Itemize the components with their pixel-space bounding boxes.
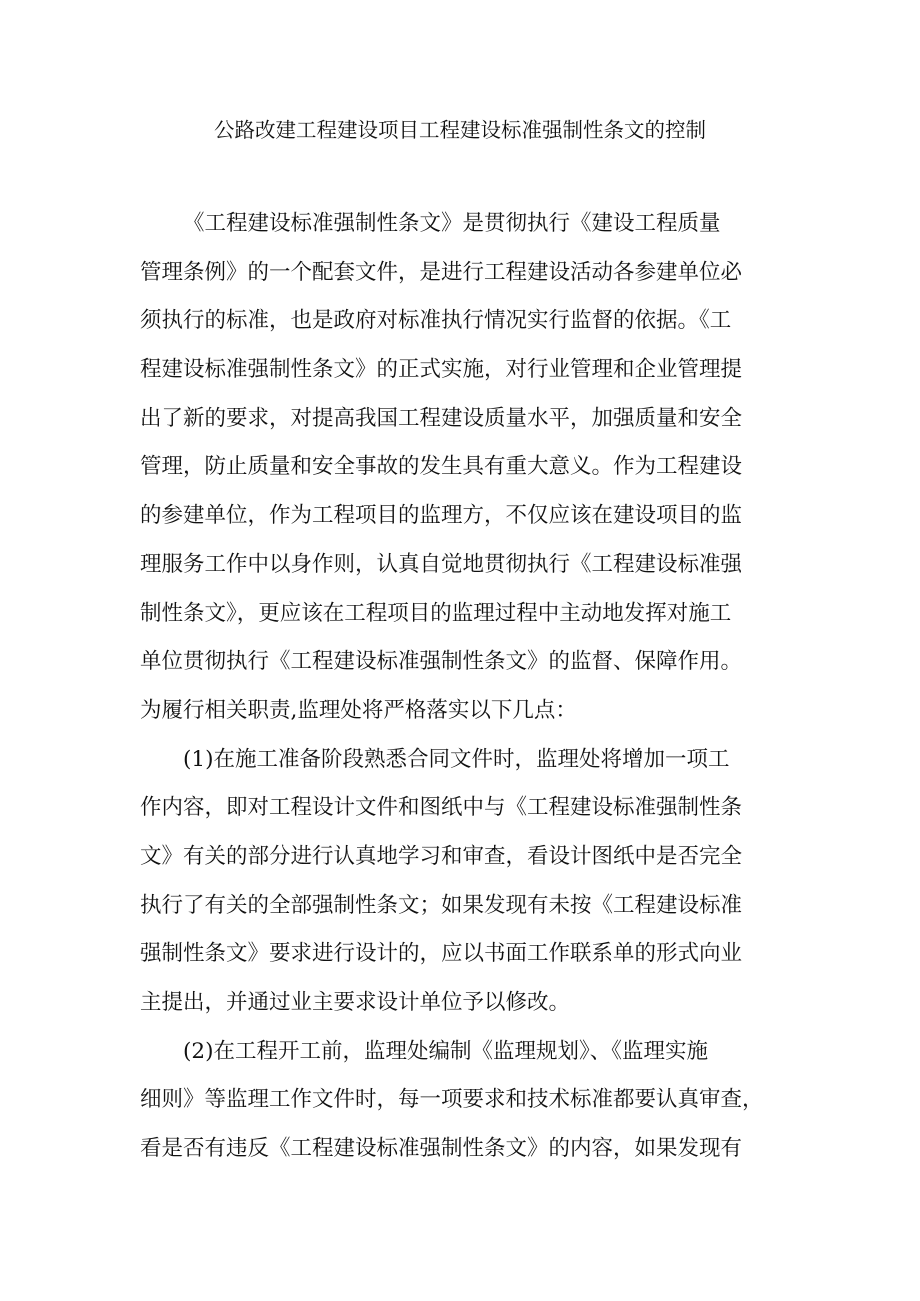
text-line: 出了新的要求，对提高我国工程建设质量水平，加强质量和安全 [140, 405, 743, 431]
text-line: 《工程建设标准强制性条文》是贯彻执行《建设工程质量 [183, 211, 721, 236]
text-line: 主提出，并通过业主要求设计单位予以修改。 [140, 990, 571, 1015]
text-line: 强制性条文》要求进行设计的，应以书面工作联系单的形式向业 [140, 941, 743, 967]
text-line: 单位贯彻执行《工程建设标准强制性条文》的监督、保障作用。 [140, 649, 743, 675]
document-title: 公路改建工程建设项目工程建设标准强制性条文的控制 [214, 118, 706, 142]
text-line: 文》有关的部分进行认真地学习和审查，看设计图纸中是否完全 [140, 843, 743, 869]
text-line: 理服务工作中以身作则，认真自觉地贯彻执行《工程建设标准强 [140, 551, 743, 577]
text-line: 须执行的标准，也是政府对标准执行情况实行监督的依据。《工 [140, 308, 732, 334]
text-line: 作内容，即对工程设计文件和图纸中与《工程建设标准强制性条 [140, 795, 743, 821]
text-line: 程建设标准强制性条文》的正式实施，对行业管理和企业管理提 [140, 357, 743, 383]
text-line: 为履行相关职责,监理处将严格落实以下几点： [140, 697, 577, 723]
text-line: 的参建单位，作为工程项目的监理方，不仅应该在建设项目的监 [140, 503, 743, 529]
text-line: (2)在工程开工前，监理处编制《监理规划》、《监理实施 [183, 1038, 708, 1064]
text-line: 制性条文》，更应该在工程项目的监理过程中主动地发挥对施工 [140, 600, 732, 626]
text-line: 管理，防止质量和安全事故的发生具有重大意义。作为工程建设 [140, 454, 743, 480]
document-body [140, 204, 782, 1178]
text-line: 管理条例》的一个配套文件，是进行工程建设活动各参建单位必 [140, 259, 743, 285]
text-line: 看是否有违反《工程建设标准强制性条文》的内容，如果发现有 [140, 1136, 743, 1162]
text-line: 执行了有关的全部强制性条文；如果发现有未按《工程建设标准 [140, 892, 743, 918]
text-line: (1)在施工准备阶段熟悉合同文件时，监理处将增加一项工 [183, 746, 730, 772]
text-line: 细则》等监理工作文件时，每一项要求和技术标准都要认真审查， [140, 1087, 764, 1113]
